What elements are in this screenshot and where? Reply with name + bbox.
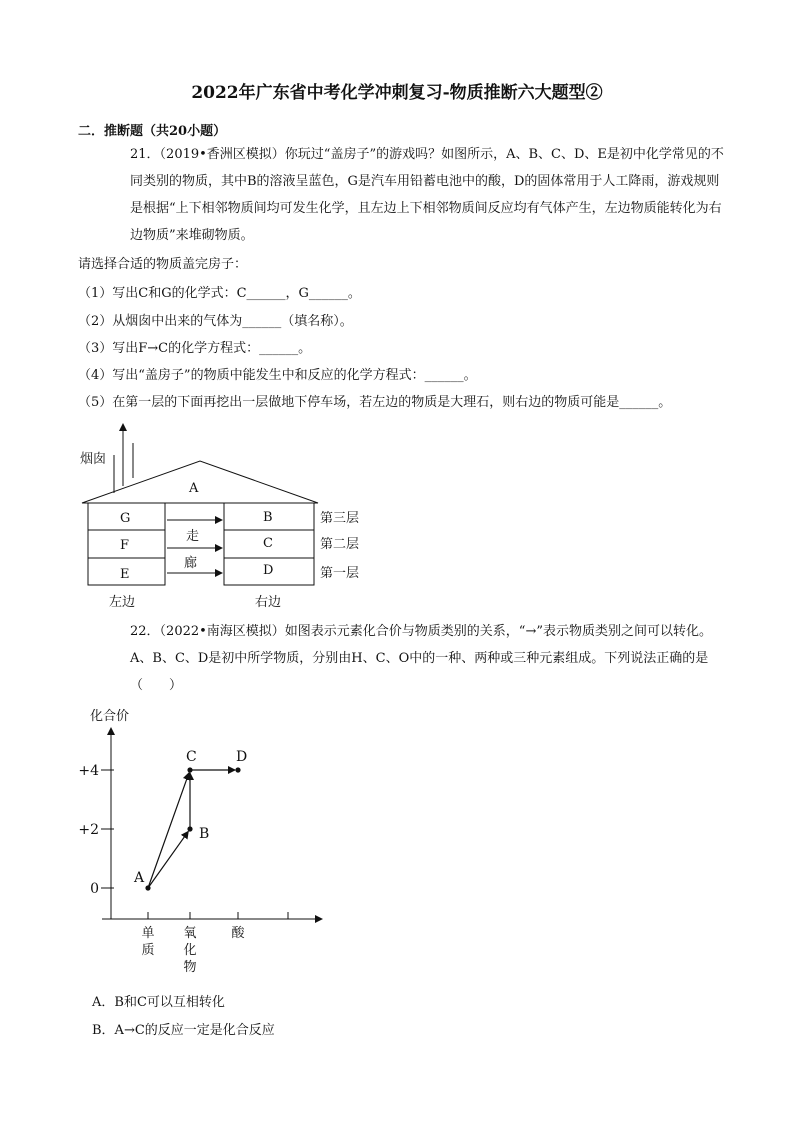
question-21-part-5: （5）在第一层的下面再挖出一层做地下停车场，若左边的物质是大理石，则右边的物质可能是______。 [78, 395, 672, 410]
point-label: C [186, 749, 197, 765]
data-point [187, 826, 192, 831]
roof-label: A [189, 481, 199, 496]
data-point [187, 767, 192, 772]
point-label: D [236, 749, 248, 765]
floor-label-2: 第二层 [320, 537, 360, 552]
question-21-part-1: （1）写出C和G的化学式：C______，G______。 [78, 286, 361, 301]
y-tick-label: 0 [90, 881, 99, 897]
right-side-label: 右边 [255, 595, 282, 610]
y-tick-label: +2 [78, 822, 99, 838]
cell-right-2: C [263, 536, 273, 551]
point-label: A [134, 870, 145, 886]
floor-label-3: 第三层 [320, 511, 360, 526]
page-title: 2022年广东省中考化学冲刺复习-物质推断六大题型② [191, 83, 603, 103]
x-tick-label: 氧化物 [183, 926, 197, 975]
option-a[interactable]: A．B和C可以互相转化 [92, 995, 225, 1010]
cell-left-3: E [120, 567, 130, 582]
point-label: B [199, 826, 210, 842]
question-21-part-3: （3）写出F→C的化学方程式：______。 [78, 341, 312, 356]
cell-right-3: D [263, 563, 274, 578]
transform-arrow [148, 773, 189, 888]
corridor-label-1: 走 [186, 529, 200, 544]
y-tick-label: +4 [78, 763, 99, 779]
question-21-intro: 请选择合适的物质盖完房子： [78, 257, 248, 272]
question-21-stem: 21．（2019•香洲区模拟）你玩过“盖房子”的游戏吗？如图所示，A、B、C、D、E是初中化学常见的不同类别的物质，其中B的溶液呈蓝色，G是汽车用铅蓄电池中的酸，D的固体常用于人工降雨，游戏规则是根据“上下相邻物质间均可发生化学，且左边上下相邻物质间反应均有气体产生，左边物质能转化为右边物质”来堆砌物质。 [130, 147, 724, 243]
x-tick-label: 单质 [141, 926, 155, 958]
x-tick-label: 酸 [231, 926, 245, 941]
transform-arrow [148, 831, 188, 888]
option-b[interactable]: B．A→C的反应一定是化合反应 [92, 1023, 275, 1038]
data-point [145, 885, 150, 890]
cell-left-2: F [120, 538, 130, 553]
corridor-label-2: 廊 [184, 556, 198, 571]
cell-left-1: G [120, 511, 131, 526]
floor-label-1: 第一层 [320, 566, 360, 581]
question-22-stem: 22．（2022•南海区模拟）如图表示元素化合价与物质类别的关系，“→”表示物质类别之间可以转化。A、B、C、D是初中所学物质，分别由H、C、O中的一种、两种或三种元素组成。下列说法正确的是（ ） [130, 624, 712, 693]
chimney-label: 烟囱 [80, 452, 107, 467]
data-point [235, 767, 240, 772]
chart-y-label: 化合价 [90, 709, 130, 724]
section-heading: 二．推断题（共20小题） [78, 124, 227, 139]
left-side-label: 左边 [109, 595, 136, 610]
question-21-part-4: （4）写出“盖房子”的物质中能发生中和反应的化学方程式：______。 [78, 368, 477, 383]
question-21-part-2: （2）从烟囱中出来的气体为______（填名称）。 [78, 314, 353, 329]
cell-right-1: B [263, 510, 273, 525]
